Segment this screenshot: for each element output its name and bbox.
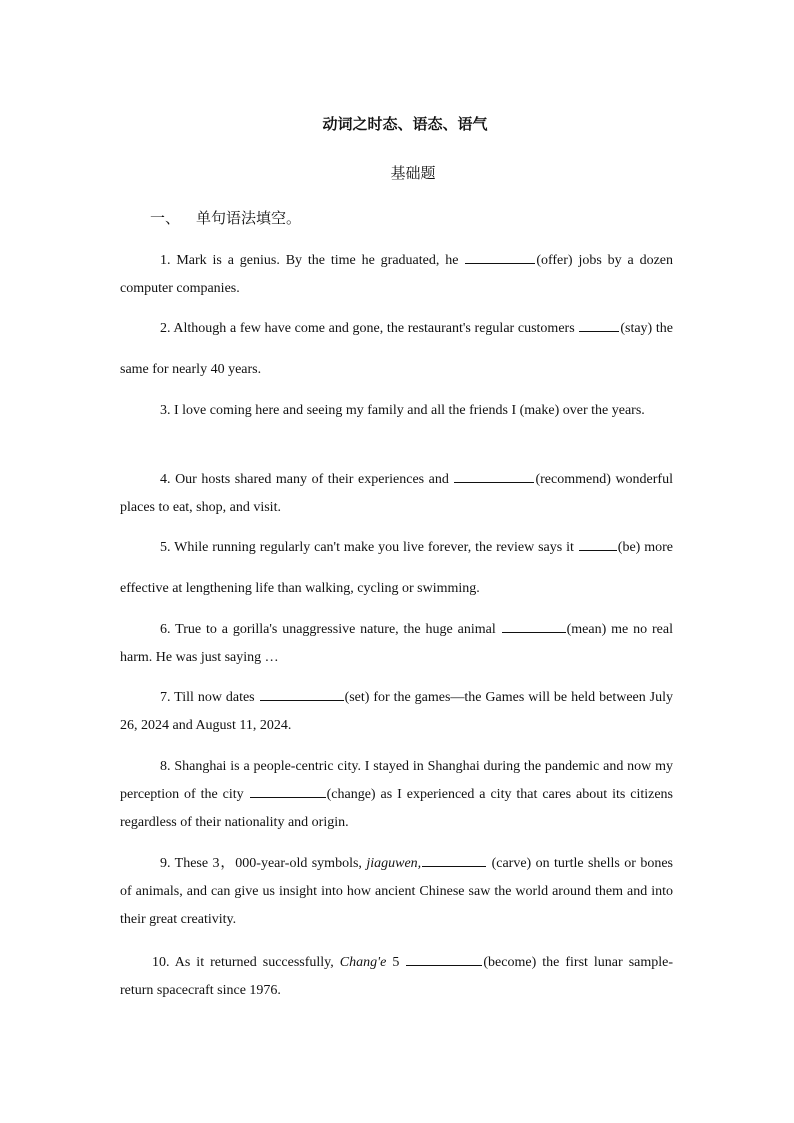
question-text: (recommend) wonderful places to eat, shop, and visit.: [120, 472, 673, 515]
page-title: 动词之时态、语态、语气: [322, 115, 488, 133]
question-text: (stay) the same for nearly 40 years.: [120, 321, 674, 377]
question-4: [120, 466, 673, 522]
page-subtitle: 基础题: [390, 164, 436, 182]
italic-term: Chang'e: [339, 955, 387, 970]
answer-blank: [465, 249, 535, 264]
question-5: [120, 527, 673, 609]
question-text: 4. Our hosts shared many of their experiences and: [160, 472, 454, 487]
question-text: (be) more effective at lengthening life than walking, cycling or swimming.: [120, 540, 673, 596]
answer-blank: [406, 951, 482, 966]
question-6: [120, 616, 673, 672]
question-1: [120, 247, 673, 303]
question-text: (become) the first lunar sample-return spacecraft since 1976.: [120, 955, 674, 998]
answer-blank: [250, 783, 326, 798]
answer-blank: [260, 686, 344, 701]
question-text: (set) for the games—the Games will be held between July 26, 2024 and August 11, 2024.: [120, 690, 674, 733]
question-10: [120, 949, 673, 1005]
question-text: 3. I love coming here and seeing my family and all the friends I (make) over the years.: [160, 403, 645, 418]
question-text: (mean) me no real harm. He was just saying …: [120, 622, 673, 665]
question-text: 1. Mark is a genius. By the time he graduated, he: [160, 253, 465, 268]
question-8: [120, 753, 673, 837]
italic-term: jiaguwen,: [366, 856, 422, 871]
question-text: (offer) jobs by a dozen computer companies.: [120, 253, 673, 296]
question-text: 8. Shanghai is a people-centric city. I stayed in Shanghai during the pandemic and now my perception of the city: [120, 759, 673, 802]
question-text: (carve) on turtle shells or bones of animals, and can give us insight into how ancient Chinese saw the world around them and into their great creativity.: [120, 856, 674, 927]
question-7: [120, 684, 673, 740]
section-heading: [150, 207, 301, 228]
answer-blank: [579, 317, 619, 332]
question-2: [120, 308, 673, 390]
question-text: 2. Although a few have come and gone, the restaurant's regular customers: [160, 321, 579, 336]
question-text: 5. While running regularly can't make you live forever, the review says it: [160, 540, 578, 555]
question-text: 10. As it returned successfully,: [152, 955, 340, 970]
question-text: (change) as I experienced a city that cares about its citizens regardless of their nationality and origin.: [120, 787, 674, 830]
question-text: 6. True to a gorilla's unaggressive nature, the huge animal: [160, 622, 501, 637]
question-9: [120, 850, 673, 934]
answer-blank: [454, 468, 534, 483]
answer-blank: [502, 618, 566, 633]
section-number: 一、: [150, 209, 181, 227]
question-text: 9. These 3，000-year-old symbols,: [160, 856, 367, 871]
question-text: 7. Till now dates: [160, 690, 259, 705]
question-3: [120, 397, 673, 425]
answer-blank: [579, 536, 617, 551]
answer-blank: [422, 852, 486, 867]
section-label: 单句语法填空。: [196, 209, 302, 227]
question-text: 5: [386, 955, 406, 970]
